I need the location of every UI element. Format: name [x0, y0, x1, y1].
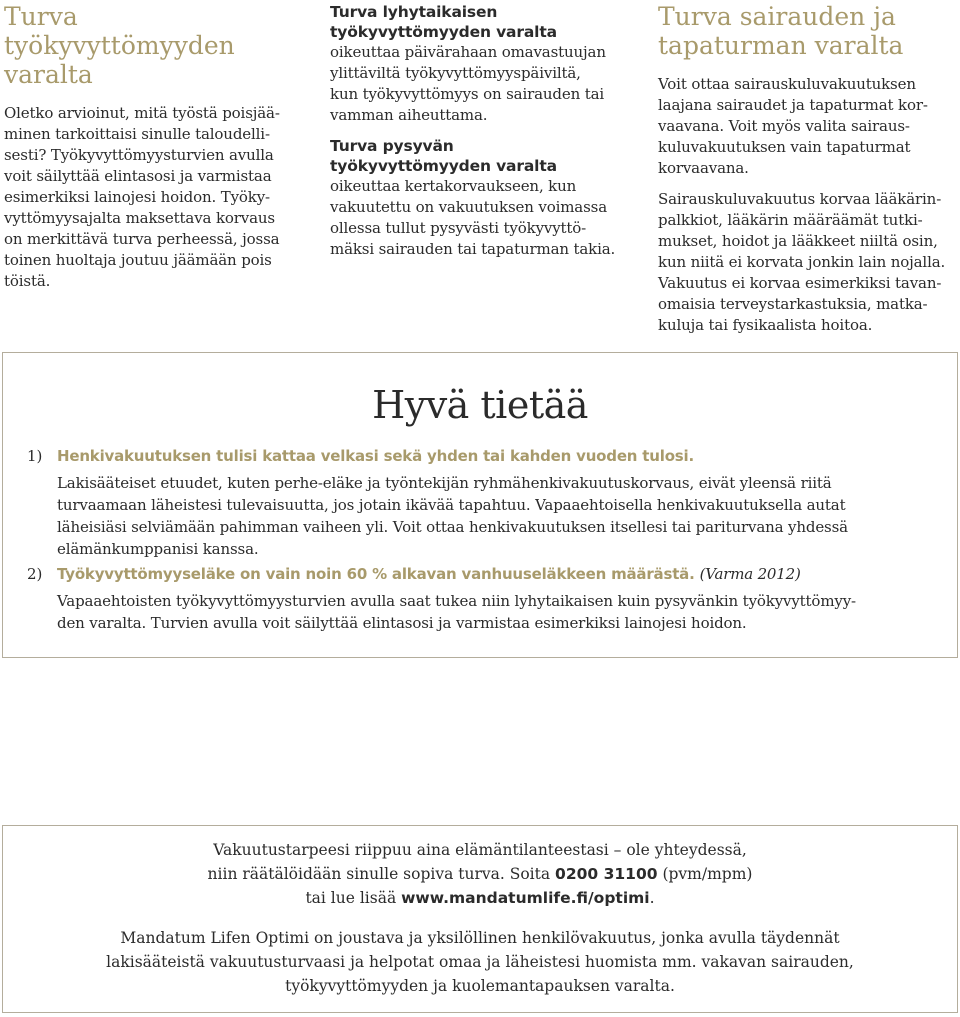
text-line: Sairauskuluvakuutus korvaa lääkärin-	[658, 190, 942, 208]
text-line: kuluja tai fysikaalista hoitoa.	[658, 316, 873, 334]
text-line: niin räätälöidään sinulle sopiva turva. Soita	[207, 865, 556, 883]
column-body	[4, 103, 304, 292]
item-lead-wrap	[57, 563, 937, 585]
text-line: Lakisääteiset etuudet, kuten perhe-eläke ja työntekijän ryhmähenkivakuutuskorvaus, eivät yleensä riitä	[57, 474, 832, 492]
text-line: laajana sairaudet ja tapaturmat kor-	[658, 96, 928, 114]
text-line: (pvm/mpm)	[657, 865, 753, 883]
column-disability-types	[330, 2, 635, 260]
phone-number: 0200 31100	[555, 865, 658, 883]
subheading-line: Turva pysyvän	[330, 137, 454, 155]
product-description	[3, 926, 957, 998]
contact-info	[3, 838, 957, 910]
text-line: oikeuttaa päivärahaan omavastuujan	[330, 43, 606, 61]
permanent-text	[330, 176, 635, 260]
text-line: .	[649, 889, 655, 907]
text-line: Oletko arvioinut, mitä työstä poisjää-	[4, 104, 280, 122]
column-illness-accident	[658, 2, 958, 336]
text-line: den varalta. Turvien avulla voit säilyttää elintasosi ja varmistaa esimerkiksi lainojesi hoidon.	[57, 614, 747, 632]
item-text	[57, 472, 937, 560]
column-title	[4, 2, 304, 89]
item-lead: Henkivakuutuksen tulisi kattaa velkasi sekä yhden tai kahden vuoden tulosi.	[57, 447, 694, 465]
text-line: ylittäviltä työkyvyttömyyspäiviltä,	[330, 64, 581, 82]
text-line: mukset, hoidot ja lääkkeet niiltä osin,	[658, 232, 938, 250]
text-line: vamman aiheuttama.	[330, 106, 488, 124]
text-line: Vakuutus ei korvaa esimerkiksi tavan-	[658, 274, 942, 292]
text-line: vakuutettu on vakuutuksen voimassa	[330, 198, 607, 216]
text-line: omaisia terveystarkastuksia, matka-	[658, 295, 928, 313]
good-to-know-title: Hyvä tietää	[372, 383, 588, 427]
text-line: tai lue lisää	[305, 889, 402, 907]
text-line: kuluvakuutuksen vain tapaturmat	[658, 138, 911, 156]
text-line: sesti? Työkyvyttömyysturvien avulla	[4, 146, 274, 164]
item-number: 2)	[27, 565, 43, 583]
item-lead: Työkyvyttömyyseläke on vain noin 60 % alkavan vanhuuseläkkeen määrästä.	[57, 565, 695, 583]
subheading-line: Turva lyhytaikaisen	[330, 3, 498, 21]
subheading-line: työkyvyttömyyden varalta	[330, 23, 557, 41]
text-line: oikeuttaa kertakorvaukseen, kun	[330, 177, 577, 195]
item-number: 1)	[27, 447, 43, 465]
text-line: kun niitä ei korvata jonkin lain nojalla.	[658, 253, 946, 271]
text-line: palkkiot, lääkärin määräämät tutki-	[658, 211, 923, 229]
column-title	[658, 2, 958, 60]
text-line: voit säilyttää elintasosi ja varmistaa	[4, 167, 272, 185]
item-citation: (Varma 2012)	[699, 565, 801, 583]
text-line: vaavana. Voit myös valita sairaus-	[658, 117, 910, 135]
column-body-2	[658, 189, 958, 336]
text-line: mäksi sairauden tai tapaturman takia.	[330, 240, 616, 258]
column-work-disability	[4, 2, 304, 292]
short-term-text	[330, 42, 635, 126]
subheading-line: työkyvyttömyyden varalta	[330, 157, 557, 175]
text-line: korvaavana.	[658, 159, 749, 177]
text-line: lakisääteistä vakuutusturvaasi ja helpotat omaa ja läheistesi huomista mm. vakavan sairauden,	[106, 953, 854, 971]
column-body-1	[658, 74, 958, 179]
text-line: esimerkiksi lainojesi hoidon. Työky-	[4, 188, 270, 206]
text-line: turvaamaan läheistesi tulevaisuutta, jos jotain ikävää tapahtuu. Vapaaehtoisella henkivakuutuksella autat	[57, 496, 846, 514]
item-text	[57, 590, 937, 634]
text-line: on merkittävä turva perheessä, jossa	[4, 230, 280, 248]
text-line: työkyvyttömyyden ja kuolemantapauksen varalta.	[285, 977, 675, 995]
text-line: kun työkyvyttömyys on sairauden tai	[330, 85, 605, 103]
text-line: Mandatum Lifen Optimi on joustava ja yksilöllinen henkilövakuutus, jonka avulla täydennät	[120, 929, 840, 947]
text-line: vyttömyysajalta maksettava korvaus	[4, 209, 275, 227]
contact-box	[2, 825, 958, 1013]
title-line: tapaturman varalta	[658, 31, 904, 60]
good-to-know-box	[2, 352, 958, 658]
text-line: Vakuutustarpeesi riippuu aina elämäntilanteestasi – ole yhteydessä,	[213, 841, 747, 859]
website-link[interactable]: www.mandatumlife.fi/optimi	[401, 889, 650, 907]
title-line: varalta	[4, 60, 93, 89]
text-line: toinen huoltaja joutuu jäämään pois	[4, 251, 272, 269]
text-line: Voit ottaa sairauskuluvakuutuksen	[658, 75, 916, 93]
title-line: Turva työkyvyttömyyden	[4, 2, 235, 60]
text-line: ollessa tullut pysyvästi työkyvyttö-	[330, 219, 587, 237]
text-line: minen tarkoittaisi sinulle taloudelli-	[4, 125, 270, 143]
text-line: elämänkumppanisi kanssa.	[57, 540, 259, 558]
title-line: Turva sairauden ja	[658, 2, 896, 31]
text-line: Vapaaehtoisten työkyvyttömyysturvien avulla saat tukea niin lyhytaikaisen kuin pysyvänkin työkyvyttömyy-	[57, 592, 856, 610]
subheading-short-term	[330, 2, 635, 42]
text-line: läheisiäsi selviämään pahimman vaiheen yli. Voit ottaa henkivakuutuksen itsellesi tai pariturvana yhdessä	[57, 518, 848, 536]
text-line: töistä.	[4, 272, 51, 290]
subheading-permanent	[330, 136, 635, 176]
